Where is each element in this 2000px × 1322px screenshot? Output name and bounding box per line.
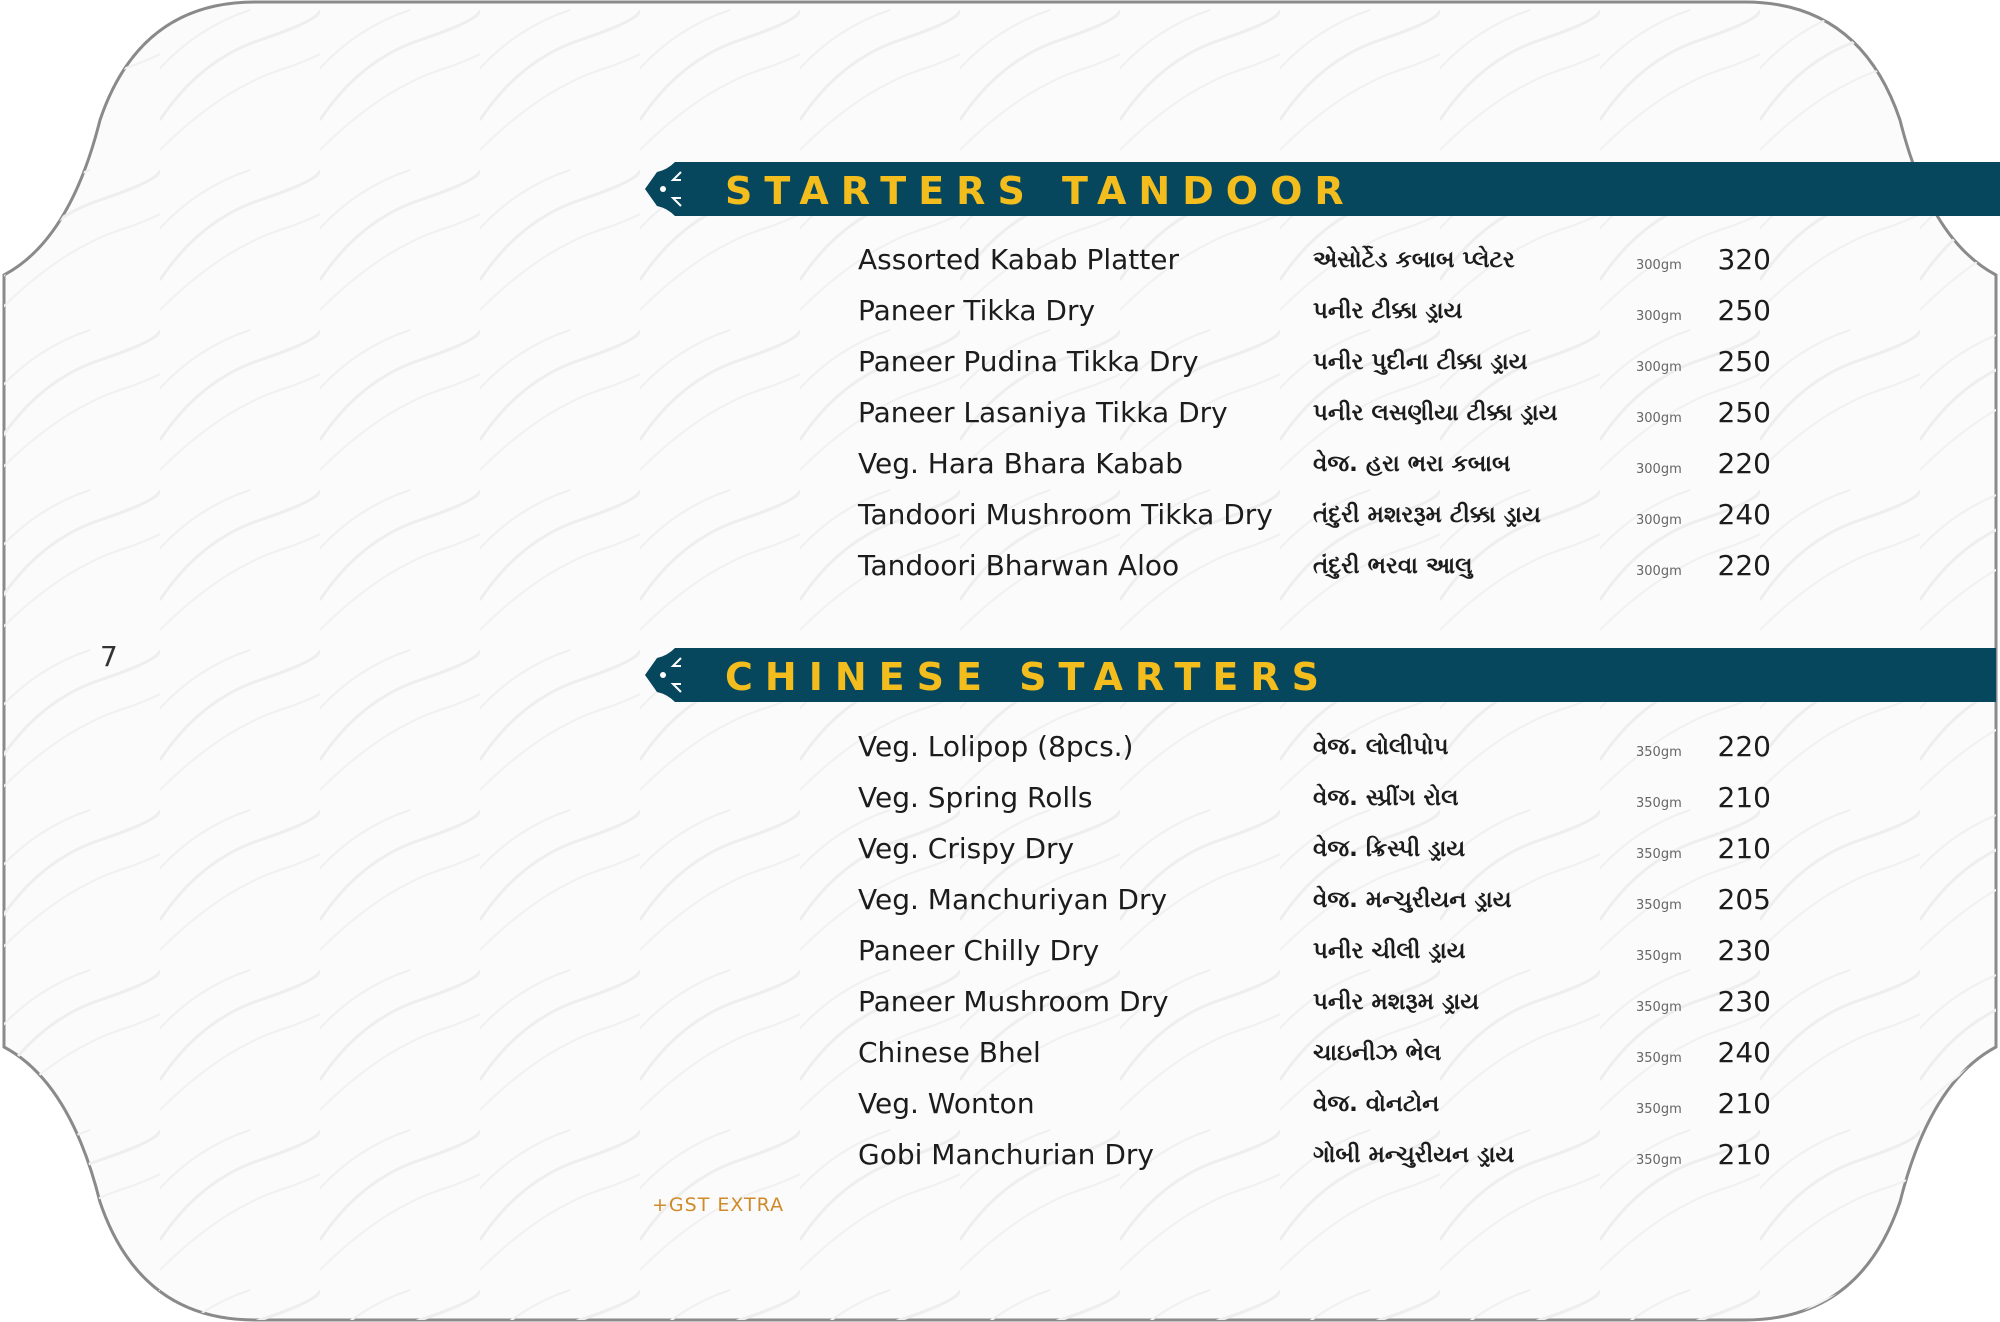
- item-weight: 350gm: [1636, 745, 1682, 760]
- item-name: Paneer Lasaniya Tikka Dry: [858, 396, 1228, 429]
- item-price: 240: [1717, 498, 1771, 531]
- item-name: Tandoori Bharwan Aloo: [858, 549, 1180, 582]
- item-price: 230: [1717, 934, 1771, 967]
- item-name: Veg. Crispy Dry: [858, 832, 1075, 865]
- item-local-name: પનીર ચીલી ડ્રાય: [1313, 938, 1466, 964]
- item-local-name: વેજ. લોલીપોપ: [1313, 734, 1449, 760]
- item-weight: 300gm: [1636, 564, 1682, 579]
- item-local-name: પનીર લસણીયા ટીક્કા ડ્રાય: [1313, 400, 1558, 426]
- item-local-name: વેજ. ક્રિસ્પી ડ્રાય: [1313, 836, 1466, 862]
- item-weight: 300gm: [1636, 513, 1682, 528]
- item-local-name: પનીર પુદીના ટીક્કા ડ્રાય: [1313, 349, 1528, 375]
- item-weight: 350gm: [1636, 1051, 1682, 1066]
- menu-item: [858, 985, 1858, 1036]
- item-price: 210: [1717, 1138, 1771, 1171]
- item-local-name: પનીર ટીક્કા ડ્રાય: [1313, 298, 1463, 324]
- menu-item: [858, 1087, 1858, 1138]
- menu-item: [858, 934, 1858, 985]
- item-name: Veg. Hara Bhara Kabab: [858, 447, 1183, 480]
- item-local-name: વેજ. હરા ભરા કબાબ: [1313, 451, 1511, 477]
- gst-footnote: +GST EXTRA: [652, 1194, 785, 1216]
- item-weight: 350gm: [1636, 949, 1682, 964]
- item-weight: 300gm: [1636, 360, 1682, 375]
- item-name: Assorted Kabab Platter: [858, 243, 1180, 276]
- menu-item: [858, 549, 1858, 600]
- item-weight: 300gm: [1636, 462, 1682, 477]
- item-name: Paneer Mushroom Dry: [858, 985, 1169, 1018]
- item-name: Veg. Wonton: [858, 1087, 1035, 1120]
- item-price: 250: [1717, 345, 1771, 378]
- item-price: 220: [1717, 447, 1771, 480]
- menu-item: [858, 447, 1858, 498]
- item-name: Veg. Spring Rolls: [858, 781, 1093, 814]
- page-number: 7: [100, 640, 118, 673]
- item-weight: 350gm: [1636, 1000, 1682, 1015]
- item-price: 210: [1717, 781, 1771, 814]
- menu-item: [858, 498, 1858, 549]
- item-local-name: વેજ. મન્ચુરીયન ડ્રાય: [1313, 887, 1512, 913]
- item-price: 320: [1717, 243, 1771, 276]
- menu-item: [858, 730, 1858, 781]
- menu-item: [858, 294, 1858, 345]
- item-name: Paneer Tikka Dry: [858, 294, 1096, 327]
- item-local-name: તંદુરી ભરવા આલુ: [1313, 553, 1473, 579]
- item-price: 230: [1717, 985, 1771, 1018]
- item-name: Tandoori Mushroom Tikka Dry: [858, 498, 1273, 531]
- item-weight: 350gm: [1636, 1153, 1682, 1168]
- item-name: Veg. Lolipop (8pcs.): [858, 730, 1134, 763]
- item-name: Veg. Manchuriyan Dry: [858, 883, 1168, 916]
- item-weight: 350gm: [1636, 1102, 1682, 1117]
- item-local-name: ગોબી મન્ચુરીયન ડ્રાય: [1313, 1142, 1515, 1168]
- item-local-name: વેજ. સ્પ્રીંગ રોલ: [1313, 785, 1459, 811]
- menu-item: [858, 243, 1858, 294]
- item-price: 205: [1717, 883, 1771, 916]
- section-title: STARTERS TANDOOR: [725, 169, 1356, 213]
- item-weight: 350gm: [1636, 898, 1682, 913]
- item-price: 210: [1717, 832, 1771, 865]
- item-weight: 300gm: [1636, 411, 1682, 426]
- menu-item: [858, 1138, 1858, 1189]
- menu-item: [858, 1036, 1858, 1087]
- item-local-name: ચાઇનીઝ ભેલ: [1313, 1040, 1442, 1066]
- menu-list-chinese-starters: [858, 730, 1858, 1189]
- item-name: Paneer Chilly Dry: [858, 934, 1100, 967]
- item-price: 210: [1717, 1087, 1771, 1120]
- item-weight: 350gm: [1636, 847, 1682, 862]
- menu-item: [858, 781, 1858, 832]
- item-price: 250: [1717, 396, 1771, 429]
- menu-list-starters-tandoor: [858, 243, 1858, 600]
- menu-item: [858, 396, 1858, 447]
- item-name: Paneer Pudina Tikka Dry: [858, 345, 1199, 378]
- menu-item: [858, 345, 1858, 396]
- item-price: 220: [1717, 549, 1771, 582]
- item-local-name: એસોર્ટેડ કબાબ પ્લેટર: [1313, 247, 1515, 273]
- item-weight: 300gm: [1636, 309, 1682, 324]
- item-name: Chinese Bhel: [858, 1036, 1041, 1069]
- item-local-name: તંદુરી મશરરૂમ ટીક્કા ડ્રાય: [1313, 502, 1541, 528]
- item-price: 250: [1717, 294, 1771, 327]
- menu-item: [858, 883, 1858, 934]
- menu-item: [858, 832, 1858, 883]
- item-local-name: પનીર મશરૂમ ડ્રાય: [1313, 989, 1480, 1015]
- item-weight: 350gm: [1636, 796, 1682, 811]
- item-price: 220: [1717, 730, 1771, 763]
- item-weight: 300gm: [1636, 258, 1682, 273]
- item-name: Gobi Manchurian Dry: [858, 1138, 1154, 1171]
- item-local-name: વેજ. વોનટોન: [1313, 1091, 1440, 1117]
- section-title: CHINESE STARTERS: [725, 655, 1331, 699]
- item-price: 240: [1717, 1036, 1771, 1069]
